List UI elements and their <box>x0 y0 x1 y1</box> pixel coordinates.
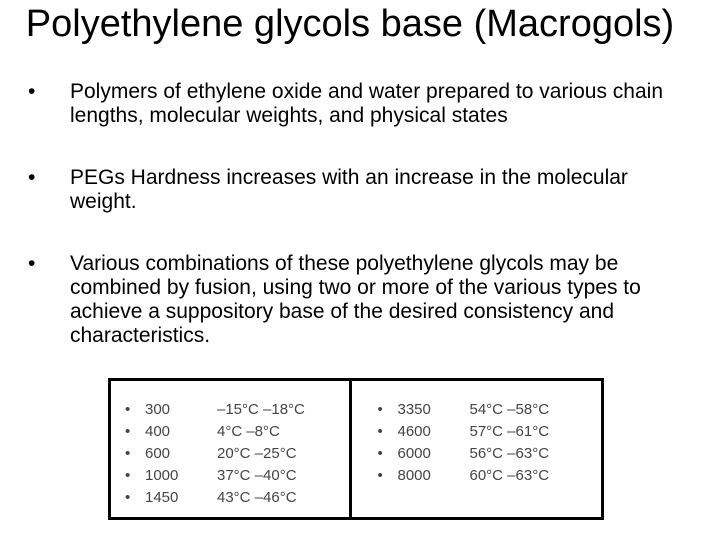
peg-melting-table <box>108 378 604 520</box>
bullet-marker: • <box>28 252 36 275</box>
melting-range: 20°C –25°C <box>217 445 297 462</box>
melting-range: 56°C –63°C <box>469 445 550 462</box>
table-column-right <box>352 381 602 517</box>
peg-grade: 400 <box>145 423 171 440</box>
row-marker: • <box>125 423 131 440</box>
peg-grade: 600 <box>145 445 171 462</box>
table-row <box>125 465 349 487</box>
peg-grade: 300 <box>145 401 171 418</box>
bullet-marker: • <box>28 166 36 189</box>
row-marker: • <box>377 423 383 440</box>
table-column-left <box>111 381 352 517</box>
slide-title: Polyethylene glycols base (Macrogols) <box>25 3 675 45</box>
bullet-text: Various combinations of these polyethylene glycols may be combined by fusion, using two or more of the various types to achieve a suppository base of the desired consistency and characteristics. <box>70 252 641 347</box>
table-row <box>125 487 349 509</box>
bullet-item <box>28 166 688 214</box>
table-row <box>378 399 602 421</box>
row-marker: • <box>377 467 383 484</box>
peg-grade: 1450 <box>145 489 179 506</box>
row-marker: • <box>377 445 383 462</box>
melting-range: 37°C –40°C <box>217 467 297 484</box>
peg-grade: 4600 <box>397 423 431 440</box>
melting-range: 54°C –58°C <box>469 401 550 418</box>
table-row <box>378 421 602 443</box>
peg-grade: 8000 <box>397 467 431 484</box>
table-row <box>125 399 349 421</box>
peg-grade: 6000 <box>397 445 431 462</box>
melting-range: 43°C –46°C <box>217 489 297 506</box>
melting-range: 57°C –61°C <box>469 423 550 440</box>
table-row <box>125 421 349 443</box>
table-row <box>125 443 349 465</box>
row-marker: • <box>125 445 131 462</box>
row-marker: • <box>377 401 383 418</box>
melting-range: 4°C –8°C <box>217 423 280 440</box>
bullet-list <box>28 80 688 386</box>
bullet-marker: • <box>28 80 36 103</box>
melting-range: –15°C –18°C <box>217 401 305 418</box>
row-marker: • <box>125 467 131 484</box>
bullet-item <box>28 80 688 128</box>
row-marker: • <box>125 489 131 506</box>
bullet-text: PEGs Hardness increases with an increase in the molecular weight. <box>70 166 628 213</box>
peg-grade: 3350 <box>397 401 431 418</box>
bullet-item <box>28 252 688 348</box>
melting-range: 60°C –63°C <box>469 467 550 484</box>
table-row <box>378 443 602 465</box>
peg-grade: 1000 <box>145 467 179 484</box>
bullet-text: Polymers of ethylene oxide and water prepared to various chain lengths, molecular weights, and physical states <box>70 80 664 127</box>
row-marker: • <box>125 401 131 418</box>
table-row <box>378 465 602 487</box>
